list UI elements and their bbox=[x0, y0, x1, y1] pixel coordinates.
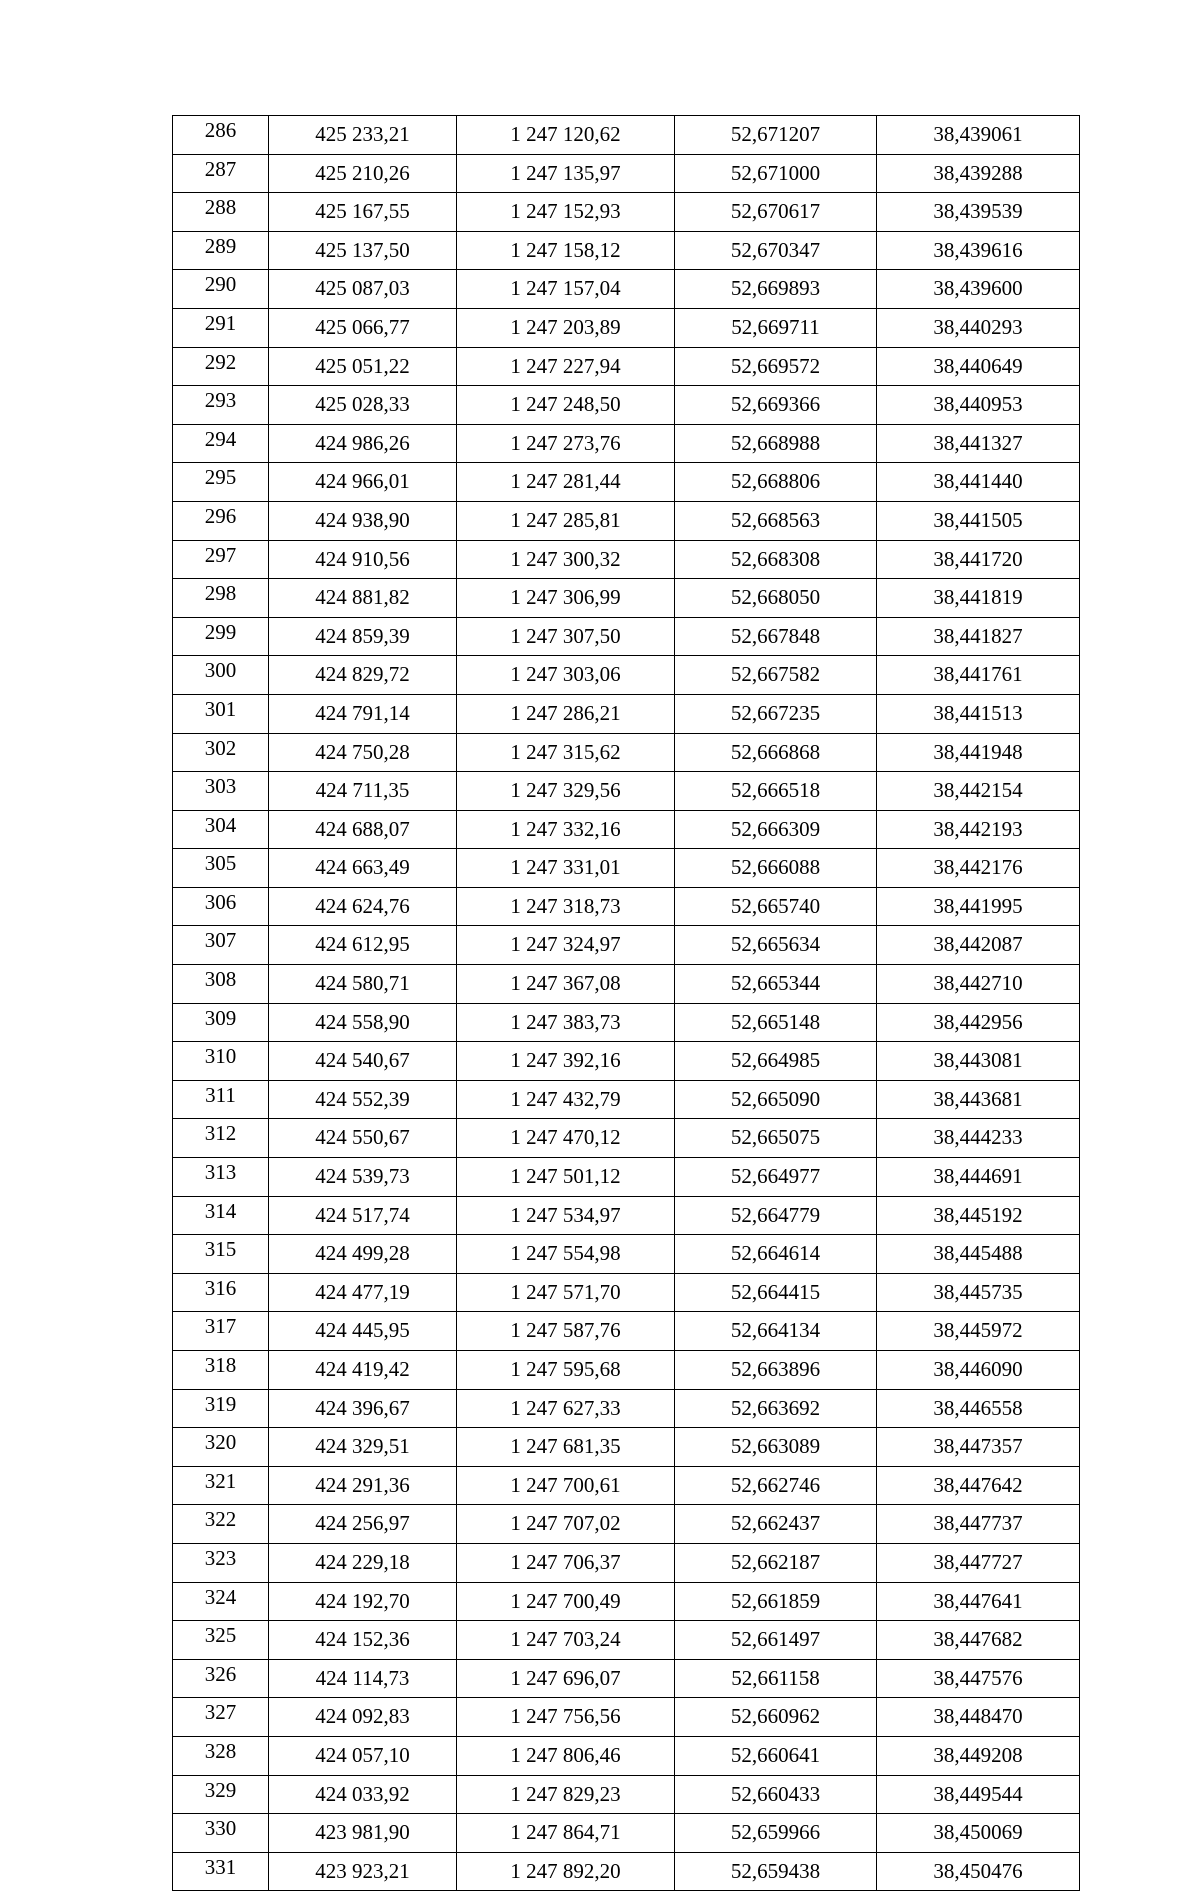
latitude-cell: 52,665075 bbox=[675, 1119, 877, 1158]
table-row bbox=[173, 193, 1080, 232]
table-row bbox=[173, 231, 1080, 270]
table-row bbox=[173, 1119, 1080, 1158]
x-coordinate-cell: 424 396,67 bbox=[269, 1389, 457, 1428]
coordinates-table-body bbox=[173, 116, 1080, 1891]
latitude-cell: 52,665740 bbox=[675, 887, 877, 926]
latitude-cell: 52,667582 bbox=[675, 656, 877, 695]
table-row bbox=[173, 656, 1080, 695]
longitude-cell: 38,447576 bbox=[877, 1659, 1080, 1698]
longitude-cell: 38,444233 bbox=[877, 1119, 1080, 1158]
latitude-cell: 52,662437 bbox=[675, 1505, 877, 1544]
table-row bbox=[173, 579, 1080, 618]
table-row bbox=[173, 733, 1080, 772]
table-row bbox=[173, 1273, 1080, 1312]
latitude-cell: 52,664134 bbox=[675, 1312, 877, 1351]
point-number-cell: 318 bbox=[173, 1351, 269, 1390]
x-coordinate-cell: 424 229,18 bbox=[269, 1543, 457, 1582]
table-row bbox=[173, 810, 1080, 849]
x-coordinate-cell: 425 087,03 bbox=[269, 270, 457, 309]
x-coordinate-cell: 424 910,56 bbox=[269, 540, 457, 579]
longitude-cell: 38,447357 bbox=[877, 1428, 1080, 1467]
table-row bbox=[173, 1196, 1080, 1235]
point-number-cell: 324 bbox=[173, 1582, 269, 1621]
x-coordinate-cell: 424 539,73 bbox=[269, 1158, 457, 1197]
table-row bbox=[173, 694, 1080, 733]
longitude-cell: 38,441761 bbox=[877, 656, 1080, 695]
point-number-cell: 310 bbox=[173, 1042, 269, 1081]
longitude-cell: 38,443681 bbox=[877, 1080, 1080, 1119]
table-row bbox=[173, 347, 1080, 386]
x-coordinate-cell: 424 966,01 bbox=[269, 463, 457, 502]
point-number-cell: 327 bbox=[173, 1698, 269, 1737]
point-number-cell: 303 bbox=[173, 772, 269, 811]
table-row bbox=[173, 1505, 1080, 1544]
point-number-cell: 300 bbox=[173, 656, 269, 695]
latitude-cell: 52,661859 bbox=[675, 1582, 877, 1621]
point-number-cell: 302 bbox=[173, 733, 269, 772]
y-coordinate-cell: 1 247 706,37 bbox=[457, 1543, 675, 1582]
x-coordinate-cell: 424 688,07 bbox=[269, 810, 457, 849]
table-row bbox=[173, 270, 1080, 309]
table-row bbox=[173, 1158, 1080, 1197]
y-coordinate-cell: 1 247 318,73 bbox=[457, 887, 675, 926]
latitude-cell: 52,666088 bbox=[675, 849, 877, 888]
latitude-cell: 52,666309 bbox=[675, 810, 877, 849]
point-number-cell: 296 bbox=[173, 501, 269, 540]
y-coordinate-cell: 1 247 332,16 bbox=[457, 810, 675, 849]
x-coordinate-cell: 424 986,26 bbox=[269, 424, 457, 463]
x-coordinate-cell: 424 192,70 bbox=[269, 1582, 457, 1621]
y-coordinate-cell: 1 247 281,44 bbox=[457, 463, 675, 502]
longitude-cell: 38,441720 bbox=[877, 540, 1080, 579]
x-coordinate-cell: 424 329,51 bbox=[269, 1428, 457, 1467]
latitude-cell: 52,659966 bbox=[675, 1814, 877, 1853]
table-row bbox=[173, 463, 1080, 502]
y-coordinate-cell: 1 247 703,24 bbox=[457, 1621, 675, 1660]
x-coordinate-cell: 424 750,28 bbox=[269, 733, 457, 772]
point-number-cell: 293 bbox=[173, 386, 269, 425]
x-coordinate-cell: 425 028,33 bbox=[269, 386, 457, 425]
longitude-cell: 38,441995 bbox=[877, 887, 1080, 926]
longitude-cell: 38,441327 bbox=[877, 424, 1080, 463]
longitude-cell: 38,446090 bbox=[877, 1351, 1080, 1390]
longitude-cell: 38,447641 bbox=[877, 1582, 1080, 1621]
x-coordinate-cell: 424 558,90 bbox=[269, 1003, 457, 1042]
latitude-cell: 52,660641 bbox=[675, 1736, 877, 1775]
table-row bbox=[173, 308, 1080, 347]
x-coordinate-cell: 424 881,82 bbox=[269, 579, 457, 618]
point-number-cell: 330 bbox=[173, 1814, 269, 1853]
x-coordinate-cell: 424 256,97 bbox=[269, 1505, 457, 1544]
x-coordinate-cell: 424 291,36 bbox=[269, 1466, 457, 1505]
point-number-cell: 317 bbox=[173, 1312, 269, 1351]
point-number-cell: 307 bbox=[173, 926, 269, 965]
y-coordinate-cell: 1 247 135,97 bbox=[457, 154, 675, 193]
latitude-cell: 52,661158 bbox=[675, 1659, 877, 1698]
point-number-cell: 287 bbox=[173, 154, 269, 193]
x-coordinate-cell: 424 445,95 bbox=[269, 1312, 457, 1351]
latitude-cell: 52,668563 bbox=[675, 501, 877, 540]
x-coordinate-cell: 424 057,10 bbox=[269, 1736, 457, 1775]
table-row bbox=[173, 1351, 1080, 1390]
x-coordinate-cell: 424 092,83 bbox=[269, 1698, 457, 1737]
latitude-cell: 52,661497 bbox=[675, 1621, 877, 1660]
latitude-cell: 52,670347 bbox=[675, 231, 877, 270]
point-number-cell: 309 bbox=[173, 1003, 269, 1042]
x-coordinate-cell: 424 791,14 bbox=[269, 694, 457, 733]
longitude-cell: 38,441819 bbox=[877, 579, 1080, 618]
x-coordinate-cell: 423 981,90 bbox=[269, 1814, 457, 1853]
y-coordinate-cell: 1 247 324,97 bbox=[457, 926, 675, 965]
x-coordinate-cell: 423 923,21 bbox=[269, 1852, 457, 1891]
point-number-cell: 299 bbox=[173, 617, 269, 656]
point-number-cell: 326 bbox=[173, 1659, 269, 1698]
latitude-cell: 52,660433 bbox=[675, 1775, 877, 1814]
x-coordinate-cell: 424 550,67 bbox=[269, 1119, 457, 1158]
table-row bbox=[173, 116, 1080, 155]
longitude-cell: 38,442710 bbox=[877, 965, 1080, 1004]
y-coordinate-cell: 1 247 331,01 bbox=[457, 849, 675, 888]
y-coordinate-cell: 1 247 696,07 bbox=[457, 1659, 675, 1698]
latitude-cell: 52,660962 bbox=[675, 1698, 877, 1737]
x-coordinate-cell: 425 210,26 bbox=[269, 154, 457, 193]
y-coordinate-cell: 1 247 595,68 bbox=[457, 1351, 675, 1390]
x-coordinate-cell: 424 419,42 bbox=[269, 1351, 457, 1390]
x-coordinate-cell: 424 859,39 bbox=[269, 617, 457, 656]
point-number-cell: 301 bbox=[173, 694, 269, 733]
table-row bbox=[173, 1659, 1080, 1698]
table-row bbox=[173, 386, 1080, 425]
table-row bbox=[173, 617, 1080, 656]
latitude-cell: 52,671000 bbox=[675, 154, 877, 193]
latitude-cell: 52,669572 bbox=[675, 347, 877, 386]
point-number-cell: 323 bbox=[173, 1543, 269, 1582]
x-coordinate-cell: 424 540,67 bbox=[269, 1042, 457, 1081]
latitude-cell: 52,669711 bbox=[675, 308, 877, 347]
point-number-cell: 315 bbox=[173, 1235, 269, 1274]
y-coordinate-cell: 1 247 367,08 bbox=[457, 965, 675, 1004]
longitude-cell: 38,445735 bbox=[877, 1273, 1080, 1312]
y-coordinate-cell: 1 247 700,49 bbox=[457, 1582, 675, 1621]
longitude-cell: 38,445972 bbox=[877, 1312, 1080, 1351]
longitude-cell: 38,447727 bbox=[877, 1543, 1080, 1582]
longitude-cell: 38,441440 bbox=[877, 463, 1080, 502]
point-number-cell: 291 bbox=[173, 308, 269, 347]
x-coordinate-cell: 425 066,77 bbox=[269, 308, 457, 347]
table-row bbox=[173, 1312, 1080, 1351]
point-number-cell: 319 bbox=[173, 1389, 269, 1428]
y-coordinate-cell: 1 247 248,50 bbox=[457, 386, 675, 425]
longitude-cell: 38,449544 bbox=[877, 1775, 1080, 1814]
latitude-cell: 52,665634 bbox=[675, 926, 877, 965]
point-number-cell: 325 bbox=[173, 1621, 269, 1660]
y-coordinate-cell: 1 247 315,62 bbox=[457, 733, 675, 772]
longitude-cell: 38,442176 bbox=[877, 849, 1080, 888]
longitude-cell: 38,447682 bbox=[877, 1621, 1080, 1660]
latitude-cell: 52,664415 bbox=[675, 1273, 877, 1312]
y-coordinate-cell: 1 247 120,62 bbox=[457, 116, 675, 155]
table-row bbox=[173, 540, 1080, 579]
table-row bbox=[173, 1003, 1080, 1042]
longitude-cell: 38,447642 bbox=[877, 1466, 1080, 1505]
longitude-cell: 38,440649 bbox=[877, 347, 1080, 386]
y-coordinate-cell: 1 247 286,21 bbox=[457, 694, 675, 733]
longitude-cell: 38,440953 bbox=[877, 386, 1080, 425]
point-number-cell: 316 bbox=[173, 1273, 269, 1312]
table-row bbox=[173, 1775, 1080, 1814]
point-number-cell: 305 bbox=[173, 849, 269, 888]
x-coordinate-cell: 425 233,21 bbox=[269, 116, 457, 155]
y-coordinate-cell: 1 247 273,76 bbox=[457, 424, 675, 463]
x-coordinate-cell: 425 167,55 bbox=[269, 193, 457, 232]
latitude-cell: 52,668050 bbox=[675, 579, 877, 618]
longitude-cell: 38,442956 bbox=[877, 1003, 1080, 1042]
y-coordinate-cell: 1 247 681,35 bbox=[457, 1428, 675, 1467]
point-number-cell: 304 bbox=[173, 810, 269, 849]
longitude-cell: 38,439600 bbox=[877, 270, 1080, 309]
x-coordinate-cell: 424 152,36 bbox=[269, 1621, 457, 1660]
coordinates-table bbox=[172, 115, 1080, 1891]
longitude-cell: 38,444691 bbox=[877, 1158, 1080, 1197]
x-coordinate-cell: 424 829,72 bbox=[269, 656, 457, 695]
y-coordinate-cell: 1 247 152,93 bbox=[457, 193, 675, 232]
y-coordinate-cell: 1 247 307,50 bbox=[457, 617, 675, 656]
latitude-cell: 52,664977 bbox=[675, 1158, 877, 1197]
x-coordinate-cell: 424 938,90 bbox=[269, 501, 457, 540]
x-coordinate-cell: 424 114,73 bbox=[269, 1659, 457, 1698]
x-coordinate-cell: 424 499,28 bbox=[269, 1235, 457, 1274]
point-number-cell: 286 bbox=[173, 116, 269, 155]
y-coordinate-cell: 1 247 392,16 bbox=[457, 1042, 675, 1081]
point-number-cell: 308 bbox=[173, 965, 269, 1004]
point-number-cell: 298 bbox=[173, 579, 269, 618]
y-coordinate-cell: 1 247 329,56 bbox=[457, 772, 675, 811]
point-number-cell: 295 bbox=[173, 463, 269, 502]
point-number-cell: 294 bbox=[173, 424, 269, 463]
table-row bbox=[173, 154, 1080, 193]
y-coordinate-cell: 1 247 383,73 bbox=[457, 1003, 675, 1042]
y-coordinate-cell: 1 247 554,98 bbox=[457, 1235, 675, 1274]
point-number-cell: 328 bbox=[173, 1736, 269, 1775]
latitude-cell: 52,665148 bbox=[675, 1003, 877, 1042]
table-row bbox=[173, 1543, 1080, 1582]
x-coordinate-cell: 424 552,39 bbox=[269, 1080, 457, 1119]
point-number-cell: 321 bbox=[173, 1466, 269, 1505]
table-row bbox=[173, 1389, 1080, 1428]
longitude-cell: 38,446558 bbox=[877, 1389, 1080, 1428]
x-coordinate-cell: 424 612,95 bbox=[269, 926, 457, 965]
latitude-cell: 52,670617 bbox=[675, 193, 877, 232]
y-coordinate-cell: 1 247 864,71 bbox=[457, 1814, 675, 1853]
y-coordinate-cell: 1 247 432,79 bbox=[457, 1080, 675, 1119]
longitude-cell: 38,441513 bbox=[877, 694, 1080, 733]
y-coordinate-cell: 1 247 157,04 bbox=[457, 270, 675, 309]
latitude-cell: 52,663692 bbox=[675, 1389, 877, 1428]
y-coordinate-cell: 1 247 306,99 bbox=[457, 579, 675, 618]
longitude-cell: 38,441505 bbox=[877, 501, 1080, 540]
x-coordinate-cell: 424 711,35 bbox=[269, 772, 457, 811]
longitude-cell: 38,445192 bbox=[877, 1196, 1080, 1235]
latitude-cell: 52,659438 bbox=[675, 1852, 877, 1891]
latitude-cell: 52,668988 bbox=[675, 424, 877, 463]
x-coordinate-cell: 425 137,50 bbox=[269, 231, 457, 270]
longitude-cell: 38,449208 bbox=[877, 1736, 1080, 1775]
x-coordinate-cell: 424 033,92 bbox=[269, 1775, 457, 1814]
point-number-cell: 306 bbox=[173, 887, 269, 926]
x-coordinate-cell: 424 663,49 bbox=[269, 849, 457, 888]
y-coordinate-cell: 1 247 587,76 bbox=[457, 1312, 675, 1351]
point-number-cell: 314 bbox=[173, 1196, 269, 1235]
point-number-cell: 322 bbox=[173, 1505, 269, 1544]
latitude-cell: 52,669893 bbox=[675, 270, 877, 309]
table-row bbox=[173, 772, 1080, 811]
latitude-cell: 52,662187 bbox=[675, 1543, 877, 1582]
x-coordinate-cell: 425 051,22 bbox=[269, 347, 457, 386]
y-coordinate-cell: 1 247 158,12 bbox=[457, 231, 675, 270]
longitude-cell: 38,442193 bbox=[877, 810, 1080, 849]
point-number-cell: 288 bbox=[173, 193, 269, 232]
table-row bbox=[173, 1428, 1080, 1467]
table-row bbox=[173, 1736, 1080, 1775]
y-coordinate-cell: 1 247 227,94 bbox=[457, 347, 675, 386]
table-row bbox=[173, 1080, 1080, 1119]
latitude-cell: 52,664779 bbox=[675, 1196, 877, 1235]
table-row bbox=[173, 965, 1080, 1004]
latitude-cell: 52,666868 bbox=[675, 733, 877, 772]
longitude-cell: 38,448470 bbox=[877, 1698, 1080, 1737]
longitude-cell: 38,439288 bbox=[877, 154, 1080, 193]
longitude-cell: 38,445488 bbox=[877, 1235, 1080, 1274]
longitude-cell: 38,439061 bbox=[877, 116, 1080, 155]
x-coordinate-cell: 424 517,74 bbox=[269, 1196, 457, 1235]
longitude-cell: 38,441948 bbox=[877, 733, 1080, 772]
table-row bbox=[173, 1235, 1080, 1274]
latitude-cell: 52,665090 bbox=[675, 1080, 877, 1119]
y-coordinate-cell: 1 247 707,02 bbox=[457, 1505, 675, 1544]
longitude-cell: 38,439539 bbox=[877, 193, 1080, 232]
latitude-cell: 52,667235 bbox=[675, 694, 877, 733]
table-row bbox=[173, 424, 1080, 463]
table-row bbox=[173, 1852, 1080, 1891]
y-coordinate-cell: 1 247 756,56 bbox=[457, 1698, 675, 1737]
point-number-cell: 312 bbox=[173, 1119, 269, 1158]
x-coordinate-cell: 424 477,19 bbox=[269, 1273, 457, 1312]
table-row bbox=[173, 1042, 1080, 1081]
y-coordinate-cell: 1 247 829,23 bbox=[457, 1775, 675, 1814]
latitude-cell: 52,666518 bbox=[675, 772, 877, 811]
point-number-cell: 313 bbox=[173, 1158, 269, 1197]
latitude-cell: 52,664985 bbox=[675, 1042, 877, 1081]
y-coordinate-cell: 1 247 285,81 bbox=[457, 501, 675, 540]
y-coordinate-cell: 1 247 470,12 bbox=[457, 1119, 675, 1158]
point-number-cell: 329 bbox=[173, 1775, 269, 1814]
point-number-cell: 289 bbox=[173, 231, 269, 270]
longitude-cell: 38,450069 bbox=[877, 1814, 1080, 1853]
y-coordinate-cell: 1 247 892,20 bbox=[457, 1852, 675, 1891]
longitude-cell: 38,440293 bbox=[877, 308, 1080, 347]
longitude-cell: 38,441827 bbox=[877, 617, 1080, 656]
latitude-cell: 52,671207 bbox=[675, 116, 877, 155]
y-coordinate-cell: 1 247 627,33 bbox=[457, 1389, 675, 1428]
y-coordinate-cell: 1 247 700,61 bbox=[457, 1466, 675, 1505]
latitude-cell: 52,664614 bbox=[675, 1235, 877, 1274]
table-row bbox=[173, 926, 1080, 965]
latitude-cell: 52,668308 bbox=[675, 540, 877, 579]
table-row bbox=[173, 1466, 1080, 1505]
latitude-cell: 52,663896 bbox=[675, 1351, 877, 1390]
y-coordinate-cell: 1 247 571,70 bbox=[457, 1273, 675, 1312]
x-coordinate-cell: 424 580,71 bbox=[269, 965, 457, 1004]
y-coordinate-cell: 1 247 303,06 bbox=[457, 656, 675, 695]
latitude-cell: 52,668806 bbox=[675, 463, 877, 502]
latitude-cell: 52,667848 bbox=[675, 617, 877, 656]
longitude-cell: 38,439616 bbox=[877, 231, 1080, 270]
point-number-cell: 292 bbox=[173, 347, 269, 386]
longitude-cell: 38,442087 bbox=[877, 926, 1080, 965]
point-number-cell: 290 bbox=[173, 270, 269, 309]
y-coordinate-cell: 1 247 806,46 bbox=[457, 1736, 675, 1775]
point-number-cell: 320 bbox=[173, 1428, 269, 1467]
latitude-cell: 52,669366 bbox=[675, 386, 877, 425]
y-coordinate-cell: 1 247 501,12 bbox=[457, 1158, 675, 1197]
longitude-cell: 38,450476 bbox=[877, 1852, 1080, 1891]
y-coordinate-cell: 1 247 203,89 bbox=[457, 308, 675, 347]
longitude-cell: 38,442154 bbox=[877, 772, 1080, 811]
point-number-cell: 331 bbox=[173, 1852, 269, 1891]
table-row bbox=[173, 1814, 1080, 1853]
table-row bbox=[173, 1698, 1080, 1737]
longitude-cell: 38,447737 bbox=[877, 1505, 1080, 1544]
table-row bbox=[173, 501, 1080, 540]
y-coordinate-cell: 1 247 300,32 bbox=[457, 540, 675, 579]
latitude-cell: 52,662746 bbox=[675, 1466, 877, 1505]
latitude-cell: 52,663089 bbox=[675, 1428, 877, 1467]
table-row bbox=[173, 1621, 1080, 1660]
latitude-cell: 52,665344 bbox=[675, 965, 877, 1004]
point-number-cell: 311 bbox=[173, 1080, 269, 1119]
y-coordinate-cell: 1 247 534,97 bbox=[457, 1196, 675, 1235]
longitude-cell: 38,443081 bbox=[877, 1042, 1080, 1081]
table-row bbox=[173, 1582, 1080, 1621]
table-row bbox=[173, 887, 1080, 926]
table-row bbox=[173, 849, 1080, 888]
point-number-cell: 297 bbox=[173, 540, 269, 579]
x-coordinate-cell: 424 624,76 bbox=[269, 887, 457, 926]
